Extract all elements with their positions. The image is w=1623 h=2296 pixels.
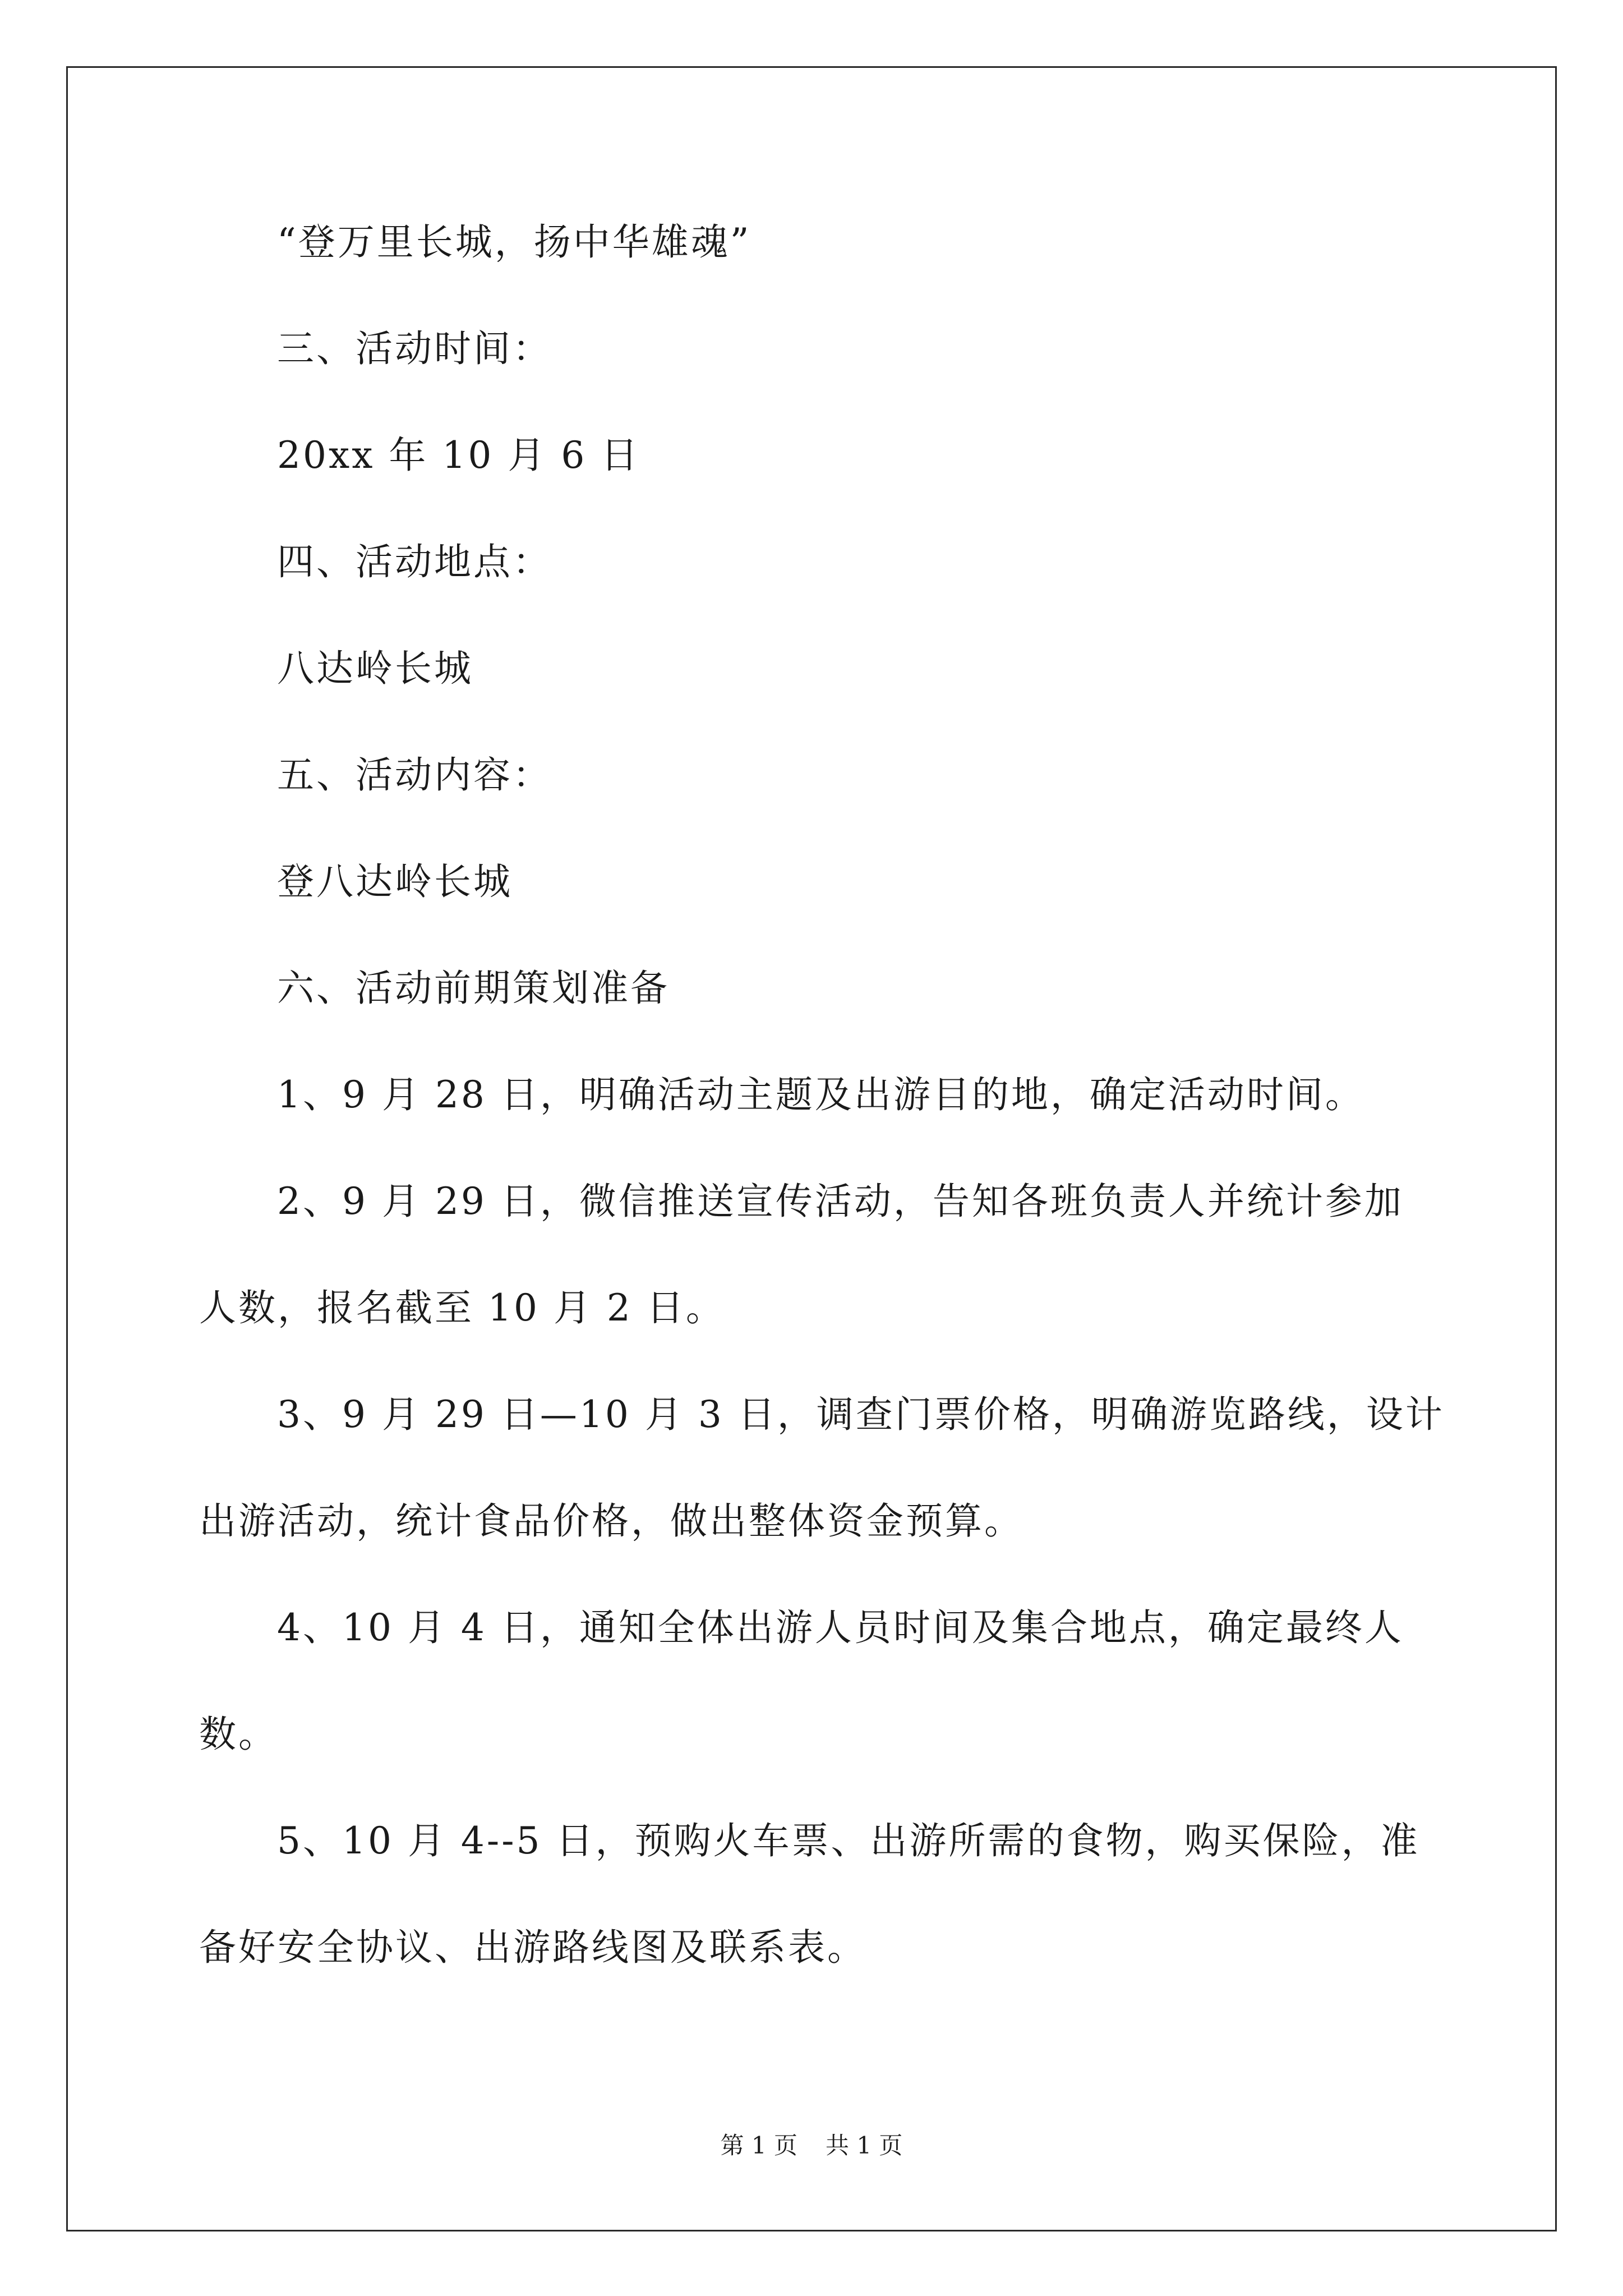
prep-item-4-continued: 数。 [199,1713,278,1756]
slogan-line: “登万里长城，扬中华雄魂” [277,220,751,264]
prep-item-1: 1、9 月 28 日，明确活动主题及出游目的地，确定活动时间。 [277,1073,1364,1116]
page-number: 第 1 页 [720,2132,797,2159]
prep-item-3-continued: 出游活动，统计食品价格，做出整体资金预算。 [199,1499,1023,1543]
page-footer [0,2132,1623,2160]
prep-item-4: 4、10 月 4 日，通知全体出游人员时间及集合地点，确定最终人 [277,1606,1404,1649]
prep-item-3: 3、9 月 29 日—10 月 3 日，调查门票价格，明确游览路线，设计 [277,1393,1445,1436]
section-heading-location: 四、活动地点： [277,540,552,583]
prep-item-5-continued: 备好安全协议、出游路线图及联系表。 [199,1926,866,1969]
section-heading-time: 三、活动时间： [277,327,552,370]
page-total: 共 1 页 [826,2132,903,2159]
activity-location: 八达岭长城 [277,647,473,690]
section-heading-content: 五、活动内容： [277,753,552,797]
prep-item-5: 5、10 月 4--5 日，预购火车票、出游所需的食物，购买保险，准 [277,1819,1420,1862]
prep-item-2: 2、9 月 29 日，微信推送宣传活动，告知各班负责人并统计参加 [277,1180,1404,1223]
prep-item-2-continued: 人数，报名截至 10 月 2 日。 [199,1286,725,1329]
activity-content: 登八达岭长城 [277,860,513,903]
section-heading-preparation: 六、活动前期策划准备 [277,967,670,1010]
activity-date: 20xx 年 10 月 6 日 [277,434,640,477]
